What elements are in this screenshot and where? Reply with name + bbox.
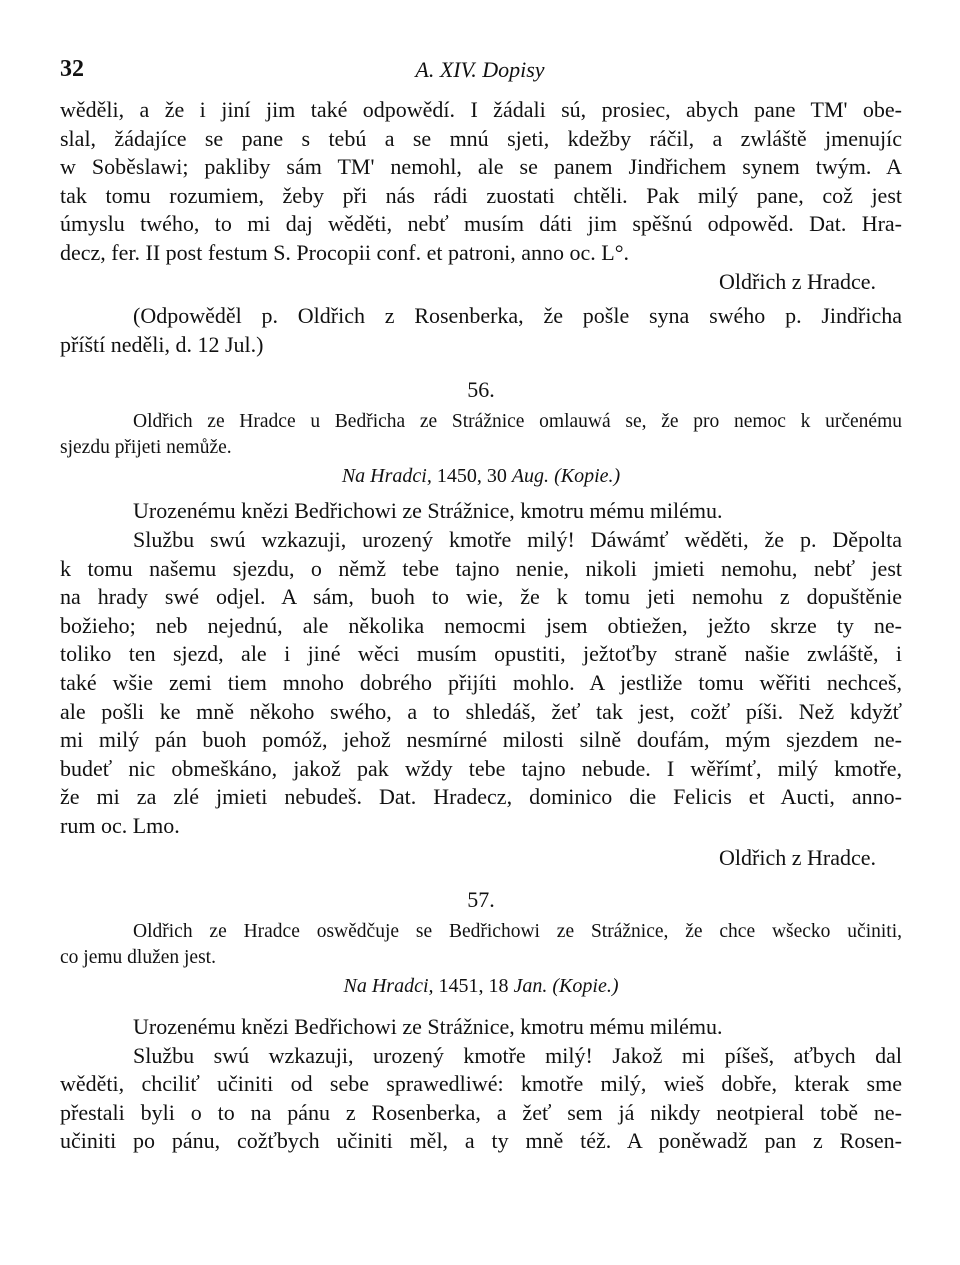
text-line: decz, fer. II post festum S. Procopii conf. et patroni, anno oc. L°. (60, 239, 630, 265)
letter-57 (60, 887, 902, 1156)
date-month: Aug. (511, 465, 550, 488)
text-line: wěděli, a že i jiní jim také odpowědí. I žádali sú, prosiec, abych pane TM' obe- (60, 97, 902, 122)
text-line: wěděti, chciliť učiniti od sebe sprawedliwé: kmotře milý, wieš dobře, kterak sme (60, 1071, 902, 1097)
signature: Oldřich z Hradce. (719, 268, 876, 294)
signature: Oldřich z Hradce. (719, 845, 876, 871)
text-line: přestali byli o to na pánu z Rosenberka, a žeť sem já nikdy neotpieral tobě ne- (60, 1099, 902, 1125)
dateline (60, 973, 902, 999)
text-line: na hrady swé odjel. A sám, buoh to wie, že k tomu jeti nemohu z dopuštěnie (60, 584, 902, 610)
dateline (60, 463, 902, 489)
summary-line: Oldřich ze Hradce oswědčuje se Bedřichowi ze Strážnice, že chce wšecko učiniti, (133, 921, 902, 943)
note-line: příští neděli, d. 12 Jul.) (60, 331, 264, 357)
text-line: učiniti po pánu, cožťbych učiniti měl, a ty mně též. A poněwadž pan z Rosen- (60, 1128, 902, 1154)
page-body (60, 96, 902, 1156)
letter-56 (60, 377, 902, 873)
note-line: (Odpowěděl p. Oldřich z Rosenberka, že pošle syna swého p. Jindřicha (133, 303, 902, 329)
date-place: Na Hradci, (341, 465, 432, 488)
text-line: budeť nic obmeškáno, jakož pak wždy tebe tajno nebude. I wěřímť, milý kmotře, (60, 755, 902, 781)
salutation: Urozenému knězi Bedřichowi ze Strážnice, kmotru mému milému. (133, 498, 723, 524)
page-header (60, 56, 900, 88)
text-line: Službu swú wzkazuji, urozený kmotře milý! Jakož mi píšeš, aťbych dal (133, 1042, 902, 1068)
date-text: 1450, 30 (436, 465, 507, 488)
reply-note (60, 302, 902, 359)
text-line: rum oc. Lmo. (60, 812, 180, 838)
date-source: (Kopie.) (554, 465, 621, 488)
text-line: také wšie zemi tiem mnoho dobrého přijíti mohlo. A jestliže tomu wěřiti nechceš, (60, 669, 902, 695)
text-line: ale pošli ke mně někoho swého, a to shledáš, žeť tak jest, cožť píši. Než kdyžť (60, 698, 902, 724)
date-text: 1451, 18 (438, 975, 509, 998)
text-line: tak tomu rozumiem, žeby při nás rádi zuostati chtěli. Pak milý pane, což jest (60, 182, 902, 208)
text-line: božieho; neb nejednú, ale několika nemocmi jsem obtiežen, ježto skrze ty ne- (60, 612, 902, 638)
text-line: mi milý pán buoh pomóž, jehož nesmírné milosti silně doufám, mým sjezdem ne- (60, 727, 902, 753)
letter-number: 56. (467, 377, 495, 403)
text-line: že mi za zlé jmieti nebudeš. Dat. Hradecz, dominico die Felicis et Aucti, anno- (60, 784, 902, 810)
text-line: úmyslu twého, to mi daj wěděti, nebť musím dáti jim spěšnú odpowěd. Dat. Hra- (60, 211, 902, 237)
summary-line: sjezdu přijeti nemůže. (60, 437, 232, 459)
page-number: 32 (60, 56, 84, 82)
letter-continuation (60, 96, 902, 296)
summary-line: Oldřich ze Hradce u Bedřicha ze Strážnice omlauwá se, že pro nemoc k určenému (133, 411, 902, 433)
text-line: w Soběslawi; pakliby sám TM' nemohl, ale se panem Jindřichem synem twým. A (60, 154, 902, 180)
salutation: Urozenému knězi Bedřichowi ze Strážnice, kmotru mému milému. (133, 1014, 723, 1040)
summary-line: co jemu dlužen jest. (60, 947, 216, 969)
date-place: Na Hradci, (343, 975, 434, 998)
running-title: A. XIV. Dopisy (415, 57, 545, 82)
text-line: toliko ten sjezd, ale i jiné wěci musím opustiti, ježtoťby straně našie zwláště, i (60, 641, 902, 667)
date-source: (Kopie.) (552, 975, 619, 998)
date-month: Jan. (513, 975, 548, 998)
text-line: Službu swú wzkazuji, urozený kmotře milý! Dáwámť wěděti, že p. Děpolta (133, 526, 902, 552)
text-line: k tomu našemu sjezdu, o němž tebe tajno nenie, nikoli jmieti nemohu, nebť jest (60, 555, 902, 581)
text-line: slal, žádajíce se pane s tebú a se mnú sjeti, kdežby ráčil, a zwláště jmenujíc (60, 125, 902, 151)
letter-number: 57. (467, 887, 495, 913)
